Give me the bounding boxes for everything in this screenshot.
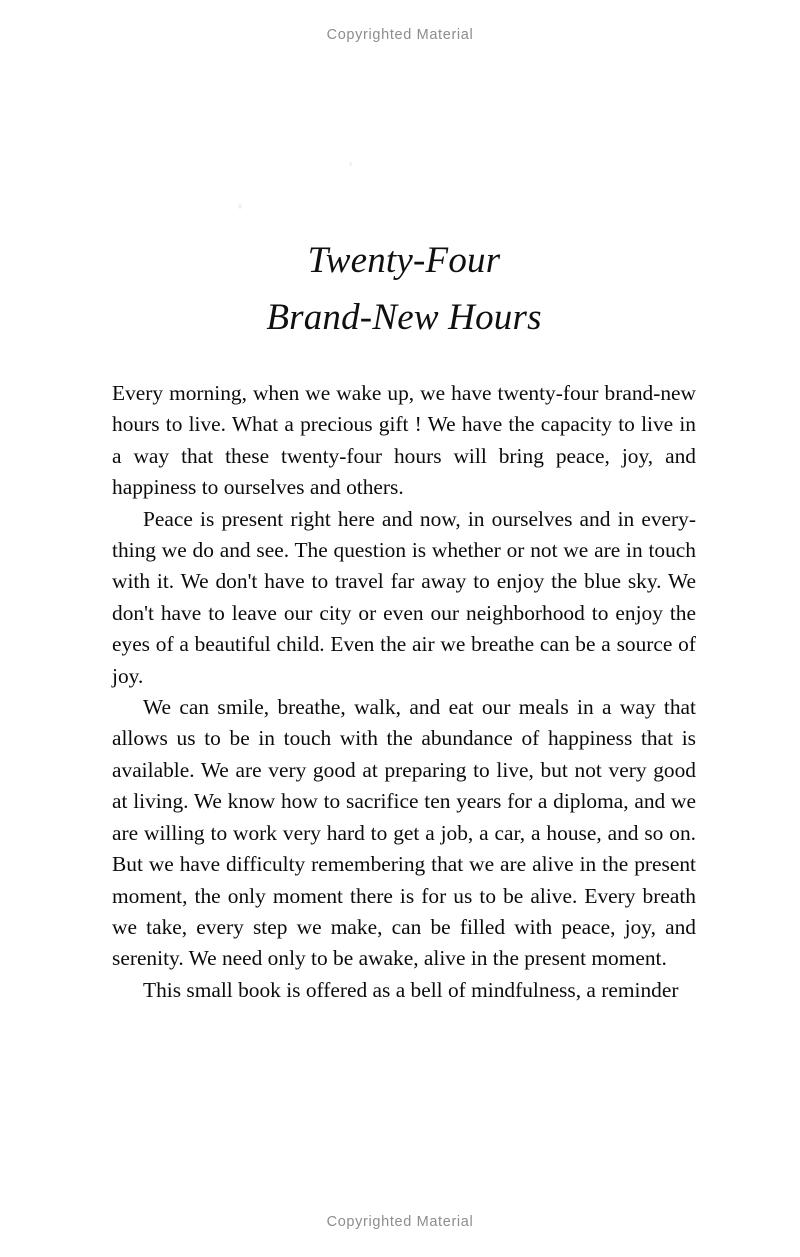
body-paragraph: Every morning, when we wake up, we have twenty-four brand-new hours to live. What a precious gift ! We have the capacity to live in a way that these twenty-four hours will bring peace, joy, and happiness to ourselves and others. xyxy=(112,381,696,500)
chapter-title-line-2: Brand-New Hours xyxy=(266,297,542,338)
body-paragraph: Peace is present right here and now, in ourselves and in every-thing we do and see. The question is whether or not we are in touch with it. We don't have to travel far away to enjoy the blue sky. We don't have to leave our city or even our neighborhood to enjoy the eyes of a beautiful child. Even the air we breathe can be a source of joy. xyxy=(112,506,696,688)
copyright-watermark-bottom: Copyrighted Material xyxy=(326,1214,474,1230)
chapter-title-line-1: Twenty-Four xyxy=(307,240,501,281)
body-paragraph: This small book is offered as a bell of mindfulness, a reminder xyxy=(143,977,679,1002)
scan-speckle xyxy=(349,162,352,166)
chapter-body xyxy=(112,378,696,1006)
copyright-watermark-top: Copyrighted Material xyxy=(326,27,474,43)
body-paragraph: We can smile, breathe, walk, and eat our meals in a way that allows us to be in touch with the abundance of happiness that is available. We are very good at preparing to live, but not very good at living. We know how to sacrifice ten years for a diploma, and we are willing to work very hard to get a job, a car, a house, and so on. But we have difficulty remembering that we are alive in the present moment, the only moment there is for us to be alive. Every breath we take, every step we make, can be filled with peace, joy, and serenity. We need only to be awake, alive in the present moment. xyxy=(112,695,696,971)
scan-speckle xyxy=(238,204,242,209)
chapter-title xyxy=(112,232,696,346)
